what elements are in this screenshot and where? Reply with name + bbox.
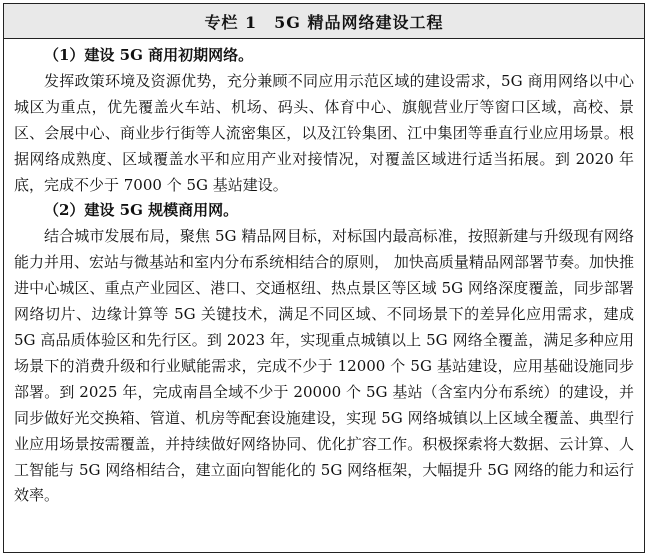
section-body-1: 发挥政策环境及资源优势，充分兼顾不同应用示范区域的建设需求，5G 商用网络以中心城区为重点，优先覆盖火车站、机场、码头、体育中心、旗舰营业厅等窗口区域，高校、景区、会展中心、商业步行街等人流密集区，以及江铃集团、江中集团等垂直行业应用场景。根据网络成熟度、区域覆盖水平和应用产业对接情况，对覆盖区域进行适当拓展。到 2020 年底，完成不少于 7000 个 5G 基站建设。 [14,71,634,194]
section-body-2: 结合城市发展布局，聚焦 5G 精品网目标，对标国内最高标准，按照新建与升级现有网络能力并用、宏站与微基站和室内分布系统相结合的原则， 加快高质量精品网部署节奏。加快推进中心城区、重点产业园区、港口、交通枢纽、热点景区等区域 5G 网络深度覆盖，同步部署网络切片、边缘计算等 5G 关键技术，满足不同区域、不同场景下的差异化应用需求，建成 5G 高品质体验区和先行区。到 2023 年，实现重点城镇以上 5G 网络全覆盖，满足多种应用场景下的消费升级和行业赋能需求，完成不少于 12000 个 5G 基站建设，应用基础设施同步部署。到 2025 年，完成南昌全域不少于 20000 个 5G 基站（含室内分布系统）的建设，并同步做好光交换箱、管道、机房等配套设施建设，实现 5G 网络城镇以上区域全覆盖、典型行业应用场景按需覆盖，并持续做好网络协同、优化扩容工作。积极探索将大数据、云计算、人工智能与 5G 网络相结合，建立面向智能化的 5G 网络框架，大幅提升 5G 网络的能力和运行效率。 [14,227,634,505]
box-title: 专栏 1 5G 精品网络建设工程 [4,4,644,39]
section-heading-2: （2）建设 5G 规模商用网。 [44,201,239,220]
box-content [4,39,644,509]
section-heading-1: （1）建设 5G 商用初期网络。 [44,46,254,64]
feature-box [3,3,645,553]
